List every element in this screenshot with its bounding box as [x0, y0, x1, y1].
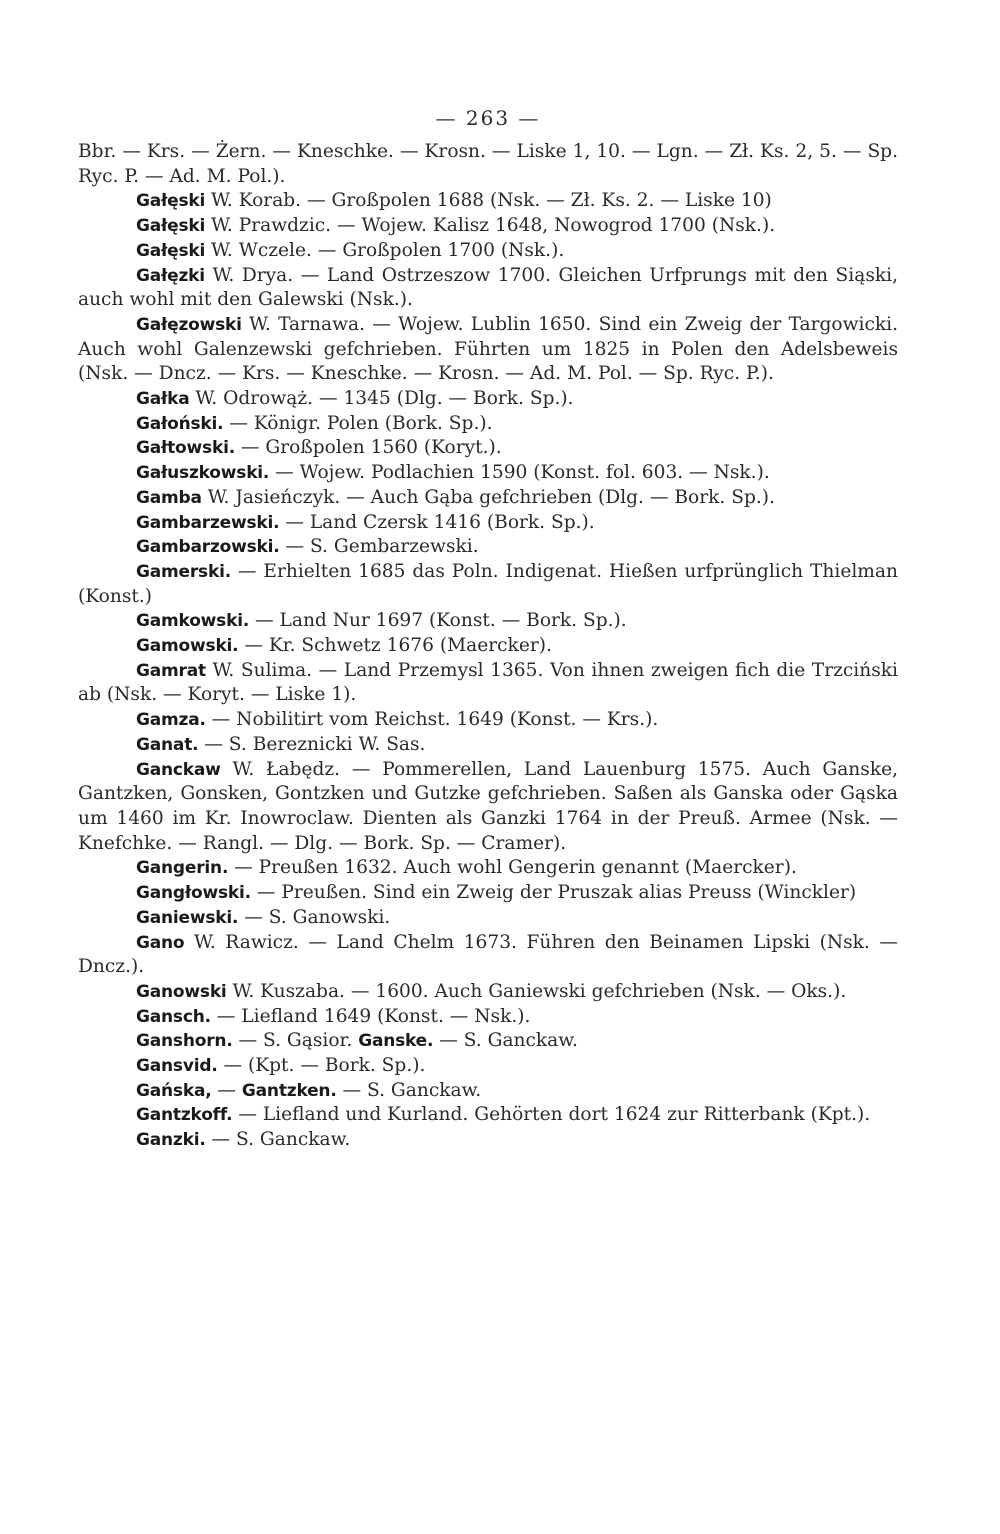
dictionary-entry — [78, 189, 898, 214]
entry-text: — S. Bereznicki W. Sas. — [198, 733, 426, 755]
entry-surname: Gano — [136, 932, 185, 953]
entry-surname: Gałęzki — [136, 265, 205, 286]
entry-text: — S. Gąsior. — [232, 1030, 359, 1052]
dictionary-entry — [78, 535, 898, 560]
entry-text: W. Sulima. — Land Przemysl 1365. Von ihnen zweigen fich die Trzciński ab (Nsk. — Koryt. — Liske 1). — [78, 659, 898, 706]
entry-surname: Gałęski — [136, 191, 206, 212]
dictionary-entry — [78, 239, 898, 264]
entry-surname: Gamrat — [136, 660, 206, 681]
dictionary-entry — [78, 931, 898, 980]
dictionary-entry — [78, 1128, 898, 1153]
dictionary-entry — [78, 1054, 898, 1079]
entry-surname: Ganiewski. — [136, 907, 239, 928]
entry-surname: Ganske. — [358, 1031, 434, 1052]
dictionary-entry — [78, 758, 898, 857]
entry-text: W. Wczele. — Großpolen 1700 (Nsk.). — [205, 239, 565, 261]
dictionary-entry — [78, 313, 898, 387]
entry-text: — Kr. Schwetz 1676 (Maercker). — [238, 635, 552, 657]
dictionary-entry — [78, 436, 898, 461]
entry-text: W. Korab. — Großpolen 1688 (Nsk. — Zł. Ks. 2. — Liske 10) — [205, 190, 772, 212]
dictionary-entry — [78, 906, 898, 931]
entry-text: — Preußen. Sind ein Zweig der Pruszak alias Preuss (Winckler) — [250, 882, 857, 904]
dictionary-entry — [78, 634, 898, 659]
dictionary-entry — [78, 733, 898, 758]
dictionary-entry — [78, 856, 898, 881]
entry-surname: Gangerin. — [136, 858, 229, 879]
entry-text: W. Tarnawa. — Wojew. Lublin 1650. Sind ein Zweig der Targowicki. Auch wohl Galenzewski gefchrieben. Führten um 1825 in Polen den Adelsbeweis (Nsk. — Dncz. — Krs. — Kneschke. — Krosn. — Ad. M. Pol. — Sp. Ryc. P.). — [78, 313, 898, 385]
dictionary-entry — [78, 980, 898, 1005]
entry-text: — Nobilitirt vom Reichst. 1649 (Konst. — Krs.). — [205, 709, 659, 731]
entry-text: — S. Ganckaw. — [433, 1030, 578, 1052]
entry-text: W. Kuszaba. — 1600. Auch Ganiewski gefchrieben (Nsk. — Oks.). — [226, 980, 847, 1002]
entry-list — [78, 140, 898, 1153]
entry-surname: Ganat. — [136, 734, 199, 755]
entry-text: — S. Ganckaw. — [336, 1079, 482, 1101]
dictionary-entry — [78, 461, 898, 486]
dictionary-entry — [78, 1079, 898, 1104]
entry-text: — Land Nur 1697 (Konst. — Bork. Sp.). — [249, 610, 627, 632]
entry-text: — Liefland 1649 (Konst. — Nsk.). — [210, 1005, 531, 1027]
entry-text: Bbr. — Krs. — Żern. — Kneschke. — Krosn. — Liske 1, 10. — Lgn. — Zł. Ks. 2, 5. — Sp. Ryc. P. — Ad. M. Pol.). — [78, 141, 898, 187]
entry-surname: Gałoński. — [136, 413, 224, 434]
entry-surname: Gałuszkowski. — [136, 463, 270, 484]
entry-text: — Erhielten 1685 das Poln. Indigenat. Hießen urfprünglich Thielman (Konst.) — [78, 560, 898, 607]
entry-surname: Gamkowski. — [136, 611, 250, 632]
entry-text: W. Odrowąż. — 1345 (Dlg. — Bork. Sp.). — [189, 388, 574, 410]
dictionary-entry — [78, 1103, 898, 1128]
entry-surname: Gamba — [136, 487, 202, 508]
entry-text: — Wojew. Podlachien 1590 (Konst. fol. 603. — Nsk.). — [269, 462, 770, 484]
entry-surname: Gałęski — [136, 240, 206, 261]
entry-text: — (Kpt. — Bork. Sp.). — [217, 1055, 426, 1077]
entry-text: — Land Czersk 1416 (Bork. Sp.). — [279, 511, 595, 533]
entry-surname: Gansvid. — [136, 1056, 218, 1077]
entry-text: — S. Ganowski. — [238, 906, 391, 928]
document-page — [78, 96, 898, 1153]
entry-surname: Gałęski — [136, 216, 206, 237]
dictionary-entry — [78, 560, 898, 609]
dictionary-entry — [78, 486, 898, 511]
entry-text: W. Jasieńczyk. — Auch Gąba gefchrieben (Dlg. — Bork. Sp.). — [201, 486, 775, 508]
dictionary-entry — [78, 511, 898, 536]
entry-surname: Gambarzewski. — [136, 512, 280, 533]
dictionary-entry — [78, 1029, 898, 1054]
entry-text: — Großpolen 1560 (Koryt.). — [234, 437, 502, 459]
dictionary-entry — [78, 881, 898, 906]
entry-surname: Gałtowski. — [136, 438, 235, 459]
dictionary-entry — [78, 140, 898, 189]
entry-surname: Gansch. — [136, 1006, 211, 1027]
entry-surname: Gałęzowski — [136, 314, 242, 335]
entry-text: — Königr. Polen (Bork. Sp.). — [223, 412, 493, 434]
entry-text: W. Łabędz. — Pommerellen, Land Lauenburg 1575. Auch Ganske, Gantzken, Gonsken, Gontzken und Gutzke gefchrieben. Saßen als Ganska oder Gąska um 1460 im Kr. Inowroclaw. Dienten als Ganzki 1764 in der Preuß. Armee (Nsk. — Knefchke. — Rangl. — Dlg. — Bork. Sp. — Cramer). — [78, 758, 898, 854]
entry-surname: Gangłowski. — [136, 883, 251, 904]
entry-text: — Preußen 1632. Auch wohl Gengerin genannt (Maercker). — [228, 857, 797, 879]
entry-text: — — [211, 1079, 242, 1101]
entry-surname: Ganckaw — [136, 759, 221, 780]
entry-surname: Gamerski. — [136, 561, 231, 582]
entry-surname: Gamza. — [136, 710, 206, 731]
dictionary-entry — [78, 609, 898, 634]
entry-text: W. Rawicz. — Land Chelm 1673. Führen den Beinamen Lipski (Nsk. — Dncz.). — [78, 931, 898, 978]
entry-surname: Ganshorn. — [136, 1031, 233, 1052]
entry-surname: Ganowski — [136, 981, 227, 1002]
entry-surname: Gamowski. — [136, 636, 239, 657]
dictionary-entry — [78, 214, 898, 239]
entry-text: — Liefland und Kurland. Gehörten dort 1624 zur Ritterbank (Kpt.). — [232, 1104, 871, 1126]
dictionary-entry — [78, 708, 898, 733]
page-number: — 263 — — [435, 106, 541, 130]
entry-text: W. Prawdzic. — Wojew. Kalisz 1648, Nowogrod 1700 (Nsk.). — [205, 215, 776, 237]
dictionary-entry — [78, 264, 898, 313]
dictionary-entry — [78, 1005, 898, 1030]
entry-text: W. Drya. — Land Ostrzeszow 1700. Gleichen Urfprungs mit den Siąski, auch wohl mit den Galewski (Nsk.). — [78, 264, 898, 311]
dictionary-entry — [78, 412, 898, 437]
entry-surname: Gantzkoff. — [136, 1105, 233, 1126]
entry-surname: Gantzken. — [241, 1080, 337, 1101]
entry-surname: Ganzki. — [136, 1130, 206, 1151]
dictionary-entry — [78, 659, 898, 708]
entry-surname: Gałka — [136, 389, 190, 410]
entry-surname: Gambarzowski. — [136, 537, 280, 558]
entry-text: — S. Ganckaw. — [205, 1129, 351, 1151]
entry-surname: Gańska, — [136, 1080, 212, 1101]
dictionary-entry — [78, 387, 898, 412]
entry-text: — S. Gembarzewski. — [279, 536, 479, 558]
